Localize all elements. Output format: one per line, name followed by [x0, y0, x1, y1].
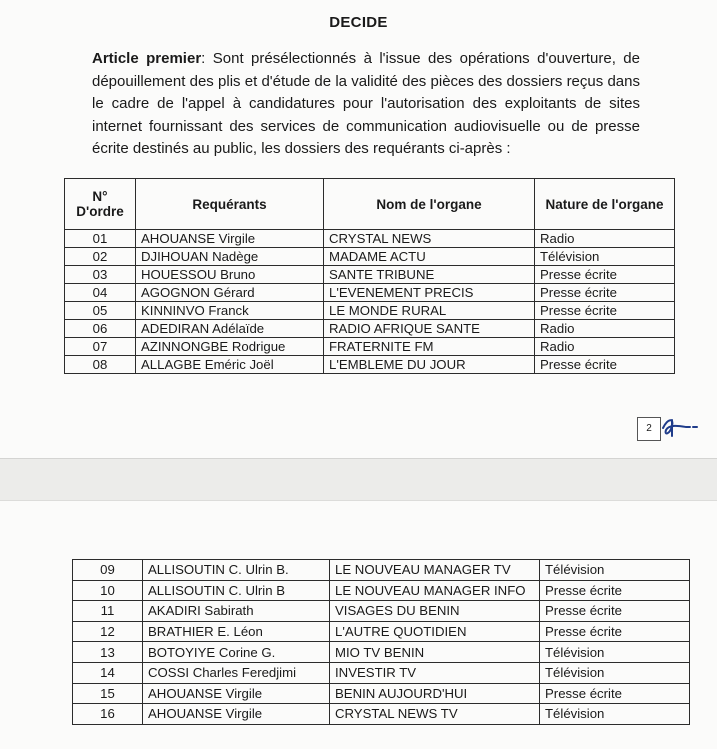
row-num: 12: [73, 621, 143, 642]
header-requerants: Requérants: [136, 179, 324, 230]
row-organe: RADIO AFRIQUE SANTE: [324, 320, 535, 338]
row-nature: Télévision: [535, 248, 675, 266]
table-row: [73, 704, 690, 725]
row-name: ALLISOUTIN C. Ulrin B: [143, 580, 330, 601]
table-row: [73, 580, 690, 601]
table-row: [65, 302, 675, 320]
row-organe: LE MONDE RURAL: [324, 302, 535, 320]
row-num: 07: [65, 338, 136, 356]
row-organe: CRYSTAL NEWS: [324, 230, 535, 248]
table-row: [65, 230, 675, 248]
row-organe: LE NOUVEAU MANAGER TV: [330, 560, 540, 581]
row-name: AHOUANSE Virgile: [143, 704, 330, 725]
row-name: HOUESSOU Bruno: [136, 266, 324, 284]
table-row: [73, 601, 690, 622]
header-nature: Nature de l'organe: [535, 179, 675, 230]
table-row: [65, 320, 675, 338]
row-organe: L'EVENEMENT PRECIS: [324, 284, 535, 302]
table-row: [65, 266, 675, 284]
row-nature: Radio: [535, 320, 675, 338]
row-num: 02: [65, 248, 136, 266]
table-header-row: [65, 179, 675, 230]
row-organe: VISAGES DU BENIN: [330, 601, 540, 622]
row-num: 10: [73, 580, 143, 601]
table-row: [65, 284, 675, 302]
table-row: [73, 683, 690, 704]
row-num: 05: [65, 302, 136, 320]
table-row: [73, 642, 690, 663]
row-nature: Presse écrite: [535, 266, 675, 284]
row-name: AZINNONGBE Rodrigue: [136, 338, 324, 356]
row-nature: Presse écrite: [540, 683, 690, 704]
row-nature: Presse écrite: [535, 284, 675, 302]
initials-mark: [660, 414, 700, 440]
row-num: 16: [73, 704, 143, 725]
page-break: [0, 458, 717, 501]
header-num: [65, 179, 136, 230]
row-name: KINNINVO Franck: [136, 302, 324, 320]
table-body-page2: [73, 560, 690, 725]
row-organe: MIO TV BENIN: [330, 642, 540, 663]
row-name: ADEDIRAN Adélaïde: [136, 320, 324, 338]
row-organe: CRYSTAL NEWS TV: [330, 704, 540, 725]
row-organe: MADAME ACTU: [324, 248, 535, 266]
row-num: 08: [65, 356, 136, 374]
decision-heading: DECIDE: [329, 14, 388, 31]
row-organe: FRATERNITE FM: [324, 338, 535, 356]
row-name: DJIHOUAN Nadège: [136, 248, 324, 266]
article-text: : Sont présélectionnés à l'issue des opérations d'ouverture, de dépouillement des plis et d'étude de la validité des pièces des dossiers reçus dans le cadre de l'appel à candidatures pour l'autorisation des exploitants de sites internet fournissant des services de communication audiovisuelle ou de presse écrite destinés au public, les dossiers des requérants ci-après :: [92, 50, 640, 157]
row-nature: Presse écrite: [540, 580, 690, 601]
row-organe: LE NOUVEAU MANAGER INFO: [330, 580, 540, 601]
row-organe: INVESTIR TV: [330, 662, 540, 683]
row-organe: L'AUTRE QUOTIDIEN: [330, 621, 540, 642]
table-row: [73, 621, 690, 642]
row-nature: Presse écrite: [540, 621, 690, 642]
row-nature: Télévision: [540, 704, 690, 725]
row-organe: SANTE TRIBUNE: [324, 266, 535, 284]
table-row: [73, 662, 690, 683]
candidates-table-page1: [64, 178, 675, 374]
table-row: [65, 356, 675, 374]
row-nature: Presse écrite: [535, 356, 675, 374]
row-num: 01: [65, 230, 136, 248]
row-nature: Radio: [535, 230, 675, 248]
row-name: BOTOYIYE Corine G.: [143, 642, 330, 663]
header-num-line2: D'ordre: [76, 204, 124, 219]
table-row: [65, 248, 675, 266]
row-num: 09: [73, 560, 143, 581]
row-name: BRATHIER E. Léon: [143, 621, 330, 642]
row-num: 11: [73, 601, 143, 622]
row-nature: Radio: [535, 338, 675, 356]
row-name: ALLISOUTIN C. Ulrin B.: [143, 560, 330, 581]
row-organe: BENIN AUJOURD'HUI: [330, 683, 540, 704]
table-row: [73, 560, 690, 581]
header-organe: Nom de l'organe: [324, 179, 535, 230]
row-nature: Presse écrite: [540, 601, 690, 622]
row-num: 15: [73, 683, 143, 704]
row-name: COSSI Charles Feredjimi: [143, 662, 330, 683]
article-paragraph: [92, 48, 640, 161]
article-label: Article premier: [92, 50, 202, 67]
row-num: 14: [73, 662, 143, 683]
row-nature: Presse écrite: [535, 302, 675, 320]
row-organe: L'EMBLEME DU JOUR: [324, 356, 535, 374]
header-num-line1: N°: [92, 189, 108, 204]
row-num: 06: [65, 320, 136, 338]
row-num: 03: [65, 266, 136, 284]
row-nature: Télévision: [540, 642, 690, 663]
table-body-page1: [65, 230, 675, 374]
row-name: AKADIRI Sabirath: [143, 601, 330, 622]
row-name: ALLAGBE Eméric Joël: [136, 356, 324, 374]
candidates-table-page2: [72, 559, 690, 725]
row-num: 04: [65, 284, 136, 302]
page-number: 2: [637, 417, 661, 441]
row-name: AGOGNON Gérard: [136, 284, 324, 302]
row-nature: Télévision: [540, 560, 690, 581]
row-num: 13: [73, 642, 143, 663]
row-nature: Télévision: [540, 662, 690, 683]
row-name: AHOUANSE Virgile: [143, 683, 330, 704]
row-name: AHOUANSE Virgile: [136, 230, 324, 248]
table-row: [65, 338, 675, 356]
